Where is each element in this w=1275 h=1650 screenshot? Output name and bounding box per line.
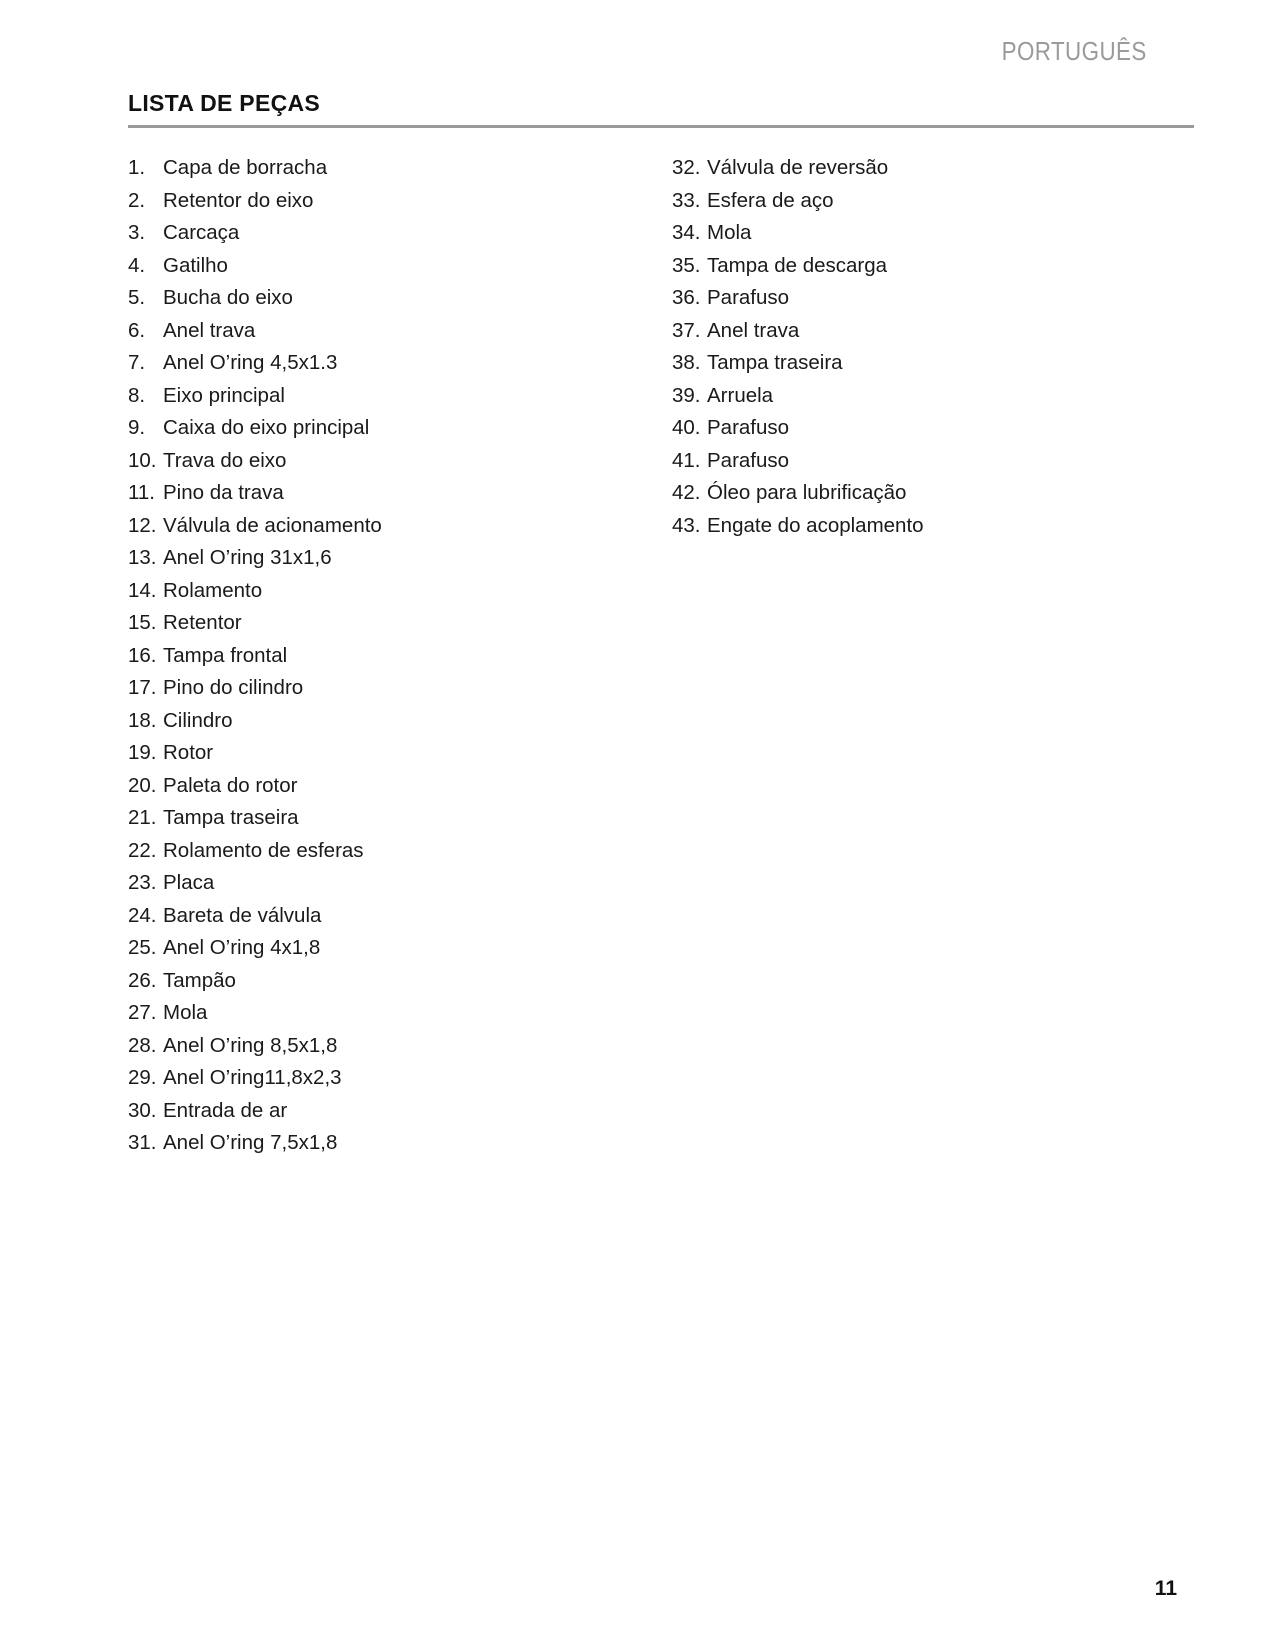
list-item (128, 477, 628, 510)
list-item (128, 965, 628, 998)
item-name: Eixo principal (163, 383, 285, 407)
item-name: Mola (163, 1001, 208, 1024)
item-number: 36. (672, 286, 701, 309)
list-item (128, 412, 628, 445)
item-number: 8. (128, 383, 146, 407)
item-number: 34. (672, 221, 701, 244)
list-item (128, 445, 628, 478)
item-name: Engate do acoplamento (707, 513, 924, 537)
list-item (128, 737, 628, 770)
list-item (128, 640, 628, 673)
item-name: Rolamento (163, 578, 263, 602)
item-name: Válvula de acionamento (163, 513, 382, 537)
item-name: Parafuso (707, 416, 790, 439)
item-name: Pino do cilindro (163, 676, 304, 699)
item-number: 1. (128, 156, 146, 179)
item-name: Entrada de ar (163, 1098, 288, 1122)
list-item (128, 672, 628, 705)
item-name: Mola (707, 221, 752, 244)
item-number: 3. (128, 221, 146, 244)
item-name: Anel O’ring 4x1,8 (163, 936, 321, 959)
list-item (672, 510, 1172, 543)
item-name: Placa (163, 871, 215, 894)
item-name: Bareta de válvula (163, 903, 322, 927)
list-item (672, 477, 1172, 510)
item-name: Tampa frontal (163, 643, 288, 667)
item-name: Parafuso (707, 286, 790, 309)
list-item (128, 250, 628, 283)
list-item (672, 217, 1172, 250)
item-number: 41. (672, 448, 701, 472)
item-number: 22. (128, 838, 157, 862)
list-item (128, 315, 628, 348)
item-name: Carcaça (163, 221, 240, 244)
item-number: 39. (672, 383, 701, 407)
item-name: Trava do eixo (163, 448, 287, 472)
item-number: 2. (128, 188, 146, 212)
list-item (128, 152, 628, 185)
item-name: Rotor (163, 741, 214, 764)
item-number: 23. (128, 871, 157, 894)
item-number: 24. (128, 903, 157, 927)
item-number: 30. (128, 1098, 157, 1122)
item-number: 12. (128, 513, 157, 537)
list-item (128, 802, 628, 835)
item-number: 43. (672, 513, 701, 537)
item-name: Caixa do eixo principal (163, 416, 370, 439)
list-item (672, 412, 1172, 445)
item-name: Anel O’ring11,8x2,3 (163, 1066, 342, 1089)
item-number: 17. (128, 676, 157, 699)
item-name: Gatilho (163, 253, 228, 277)
item-number: 28. (128, 1033, 157, 1057)
page-number: 11 (1154, 1577, 1177, 1600)
item-name: Válvula de reversão (707, 156, 889, 179)
item-number: 21. (128, 806, 157, 829)
item-number: 42. (672, 481, 701, 504)
item-name: Anel trava (707, 318, 800, 342)
item-name: Anel trava (163, 318, 256, 342)
list-item (128, 510, 628, 543)
item-number: 38. (672, 351, 701, 374)
item-number: 5. (128, 286, 146, 309)
item-number: 37. (672, 318, 701, 342)
item-name: Rolamento de esferas (163, 838, 364, 862)
page-title: LISTA DE PEÇAS (128, 90, 321, 116)
item-number: 9. (128, 416, 146, 439)
item-number: 19. (128, 741, 157, 764)
list-item (128, 347, 628, 380)
item-name: Esfera de aço (707, 188, 834, 212)
item-number: 20. (128, 773, 157, 797)
item-name: Parafuso (707, 448, 790, 472)
list-item (128, 1030, 628, 1063)
list-item (672, 347, 1172, 380)
item-name: Anel O’ring 31x1,6 (163, 546, 332, 569)
list-item (128, 542, 628, 575)
item-number: 14. (128, 578, 157, 602)
item-name: Tampa traseira (707, 351, 843, 374)
item-name: Retentor (163, 611, 242, 634)
list-item (128, 607, 628, 640)
list-item (128, 867, 628, 900)
item-number: 4. (128, 253, 146, 277)
list-item (128, 1127, 628, 1160)
item-name: Pino da trava (163, 481, 284, 504)
item-number: 27. (128, 1001, 157, 1024)
item-number: 16. (128, 643, 157, 667)
item-number: 29. (128, 1066, 157, 1089)
item-number: 18. (128, 708, 157, 732)
item-number: 10. (128, 448, 157, 472)
list-item (672, 380, 1172, 413)
item-number: 40. (672, 416, 701, 439)
item-name: Arruela (707, 383, 774, 407)
item-number: 25. (128, 936, 157, 959)
list-item (128, 1095, 628, 1128)
list-item (128, 217, 628, 250)
language-label: PORTUGUÊS (1001, 36, 1147, 66)
item-number: 33. (672, 188, 701, 212)
list-item (128, 932, 628, 965)
list-item (672, 185, 1172, 218)
item-number: 6. (128, 318, 146, 342)
list-item (128, 575, 628, 608)
item-number: 13. (128, 546, 157, 569)
item-number: 26. (128, 968, 157, 992)
item-name: Anel O’ring 7,5x1,8 (163, 1131, 338, 1154)
item-name: Tampa de descarga (707, 253, 888, 277)
parts-list-left (128, 152, 628, 1160)
list-item (672, 445, 1172, 478)
item-number: 31. (128, 1131, 157, 1154)
parts-list-right (672, 152, 1172, 542)
item-name: Tampão (163, 968, 236, 992)
item-name: Cilindro (163, 708, 233, 732)
list-item (128, 185, 628, 218)
item-name: Paleta do rotor (163, 773, 298, 797)
list-item (128, 997, 628, 1030)
list-item (672, 315, 1172, 348)
item-name: Óleo para lubrificação (707, 481, 907, 504)
list-item (128, 282, 628, 315)
title-divider (128, 125, 1194, 128)
item-name: Anel O’ring 8,5x1,8 (163, 1033, 338, 1057)
item-number: 7. (128, 351, 146, 374)
item-name: Anel O’ring 4,5x1.3 (163, 351, 338, 374)
item-name: Retentor do eixo (163, 188, 314, 212)
list-item (128, 900, 628, 933)
item-number: 35. (672, 253, 701, 277)
item-number: 11. (128, 481, 155, 504)
list-item (128, 1062, 628, 1095)
list-item (672, 250, 1172, 283)
list-item (128, 380, 628, 413)
list-item (128, 770, 628, 803)
list-item (672, 282, 1172, 315)
item-number: 15. (128, 611, 157, 634)
item-number: 32. (672, 156, 701, 179)
list-item (128, 705, 628, 738)
item-name: Bucha do eixo (163, 286, 293, 309)
item-name: Tampa traseira (163, 806, 299, 829)
list-item (672, 152, 1172, 185)
list-item (128, 835, 628, 868)
item-name: Capa de borracha (163, 156, 328, 179)
